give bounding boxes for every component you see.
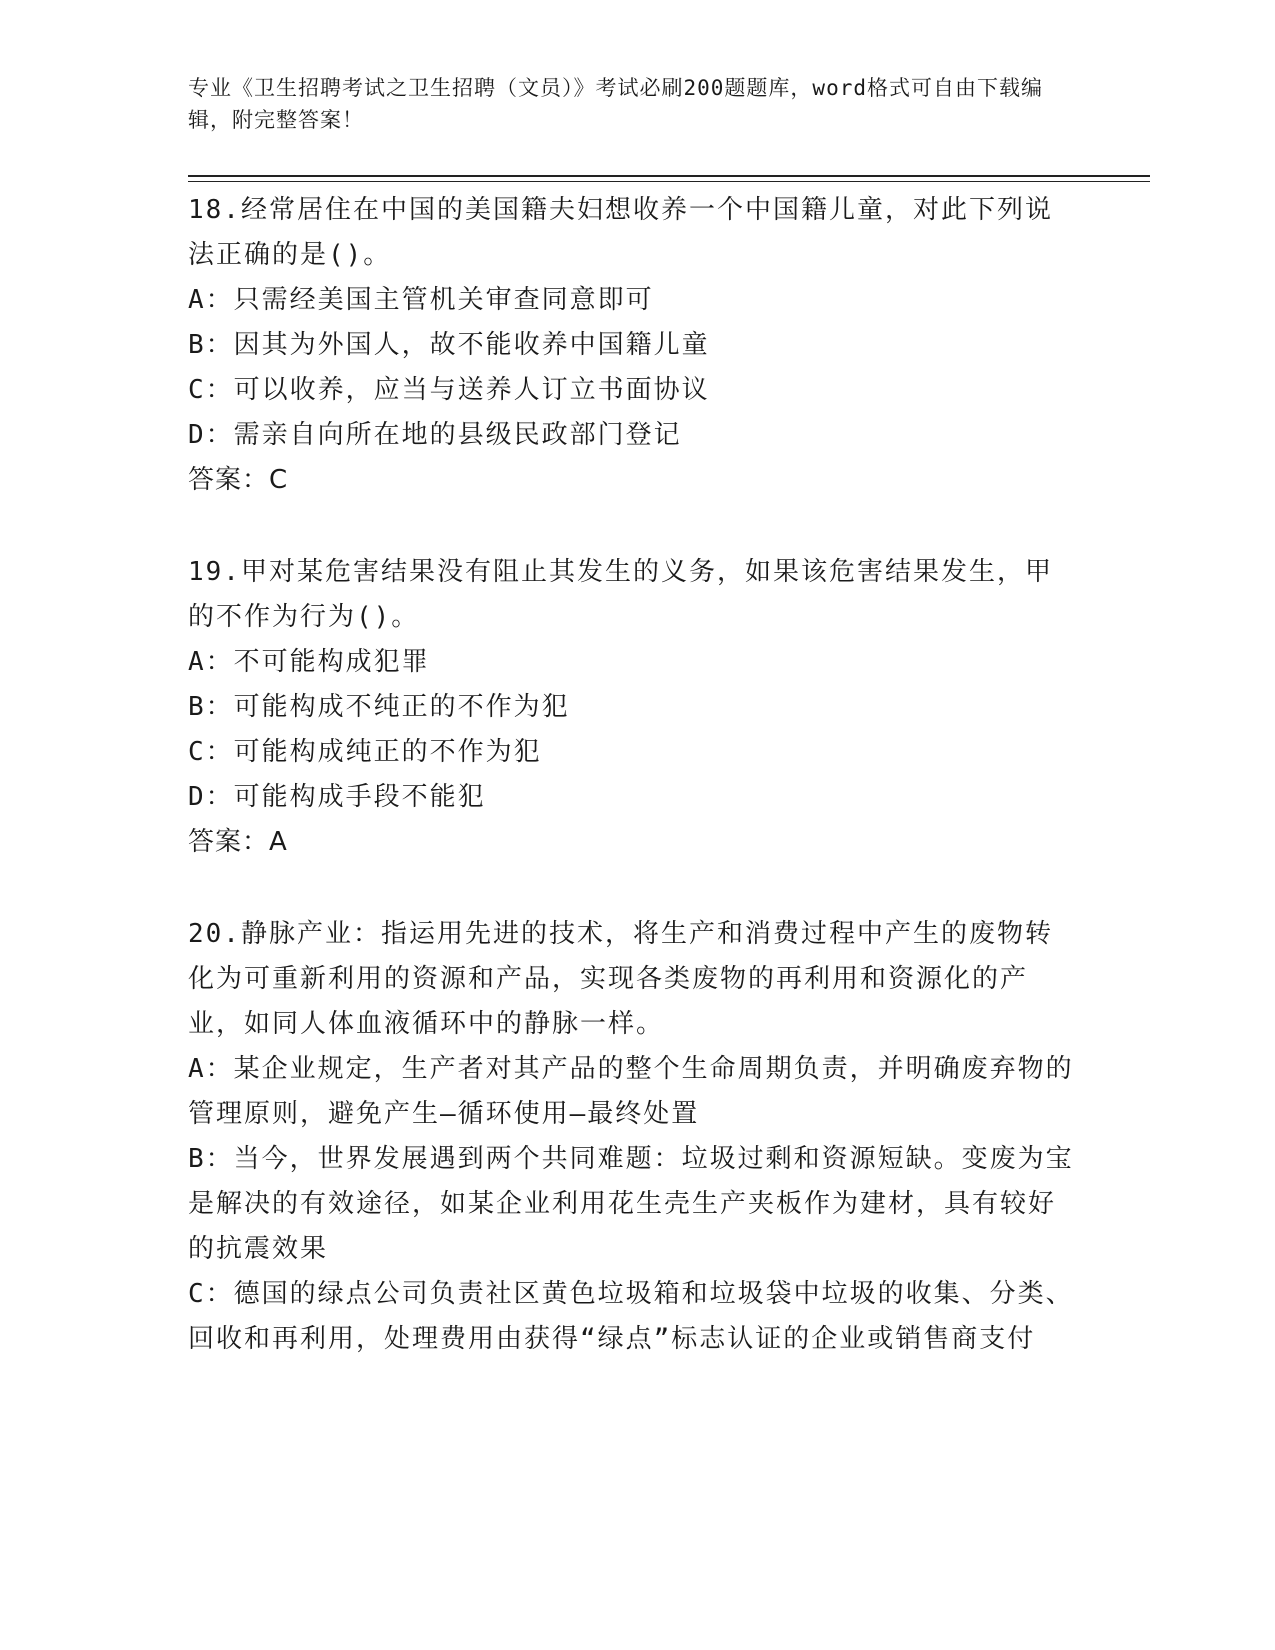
option-b: B：可能构成不纯正的不作为犯 [188, 692, 570, 722]
question-stem: 20.静脉产业：指运用先进的技术，将生产和消费过程中产生的废物转化为可重新利用的资源和产品，实现各类废物的再利用和资源化的产业，如同人体血液循环中的静脉一样。 [188, 919, 1053, 1039]
header-divider-thick [188, 175, 1150, 177]
answer-line: 答案：C [188, 465, 289, 495]
question-19 [188, 550, 1078, 865]
option-c: C：可以收养，应当与送养人订立书面协议 [188, 375, 710, 405]
option-a: A：只需经美国主管机关审查同意即可 [188, 285, 654, 315]
option-c: C：可能构成纯正的不作为犯 [188, 737, 542, 767]
question-20 [188, 912, 1078, 1362]
question-18 [188, 188, 1078, 503]
option-a: A：不可能构成犯罪 [188, 647, 430, 677]
option-b: B：因其为外国人，故不能收养中国籍儿童 [188, 330, 710, 360]
option-b: B：当今，世界发展遇到两个共同难题：垃圾过剩和资源短缺。变废为宝是解决的有效途径，如某企业利用花生壳生产夹板作为建材，具有较好的抗震效果 [188, 1144, 1074, 1264]
option-a: A：某企业规定，生产者对其产品的整个生命周期负责，并明确废弃物的管理原则，避免产生—循环使用—最终处置 [188, 1054, 1074, 1129]
header-divider-thin [188, 181, 1150, 182]
option-c: C：德国的绿点公司负责社区黄色垃圾箱和垃圾袋中垃圾的收集、分类、回收和再利用，处理费用由获得“绿点”标志认证的企业或销售商支付 [188, 1279, 1074, 1354]
question-stem: 19.甲对某危害结果没有阻止其发生的义务，如果该危害结果发生，甲的不作为行为()。 [188, 557, 1053, 632]
option-d: D：可能构成手段不能犯 [188, 782, 486, 812]
question-stem: 18.经常居住在中国的美国籍夫妇想收养一个中国籍儿童，对此下列说法正确的是()。 [188, 195, 1053, 270]
answer-line: 答案：A [188, 827, 288, 857]
document-header: 专业《卫生招聘考试之卫生招聘（文员）》考试必刷200题题库，word格式可自由下载编辑，附完整答案！ [188, 76, 1043, 132]
option-d: D：需亲自向所在地的县级民政部门登记 [188, 420, 682, 450]
question-list [188, 188, 1078, 1409]
